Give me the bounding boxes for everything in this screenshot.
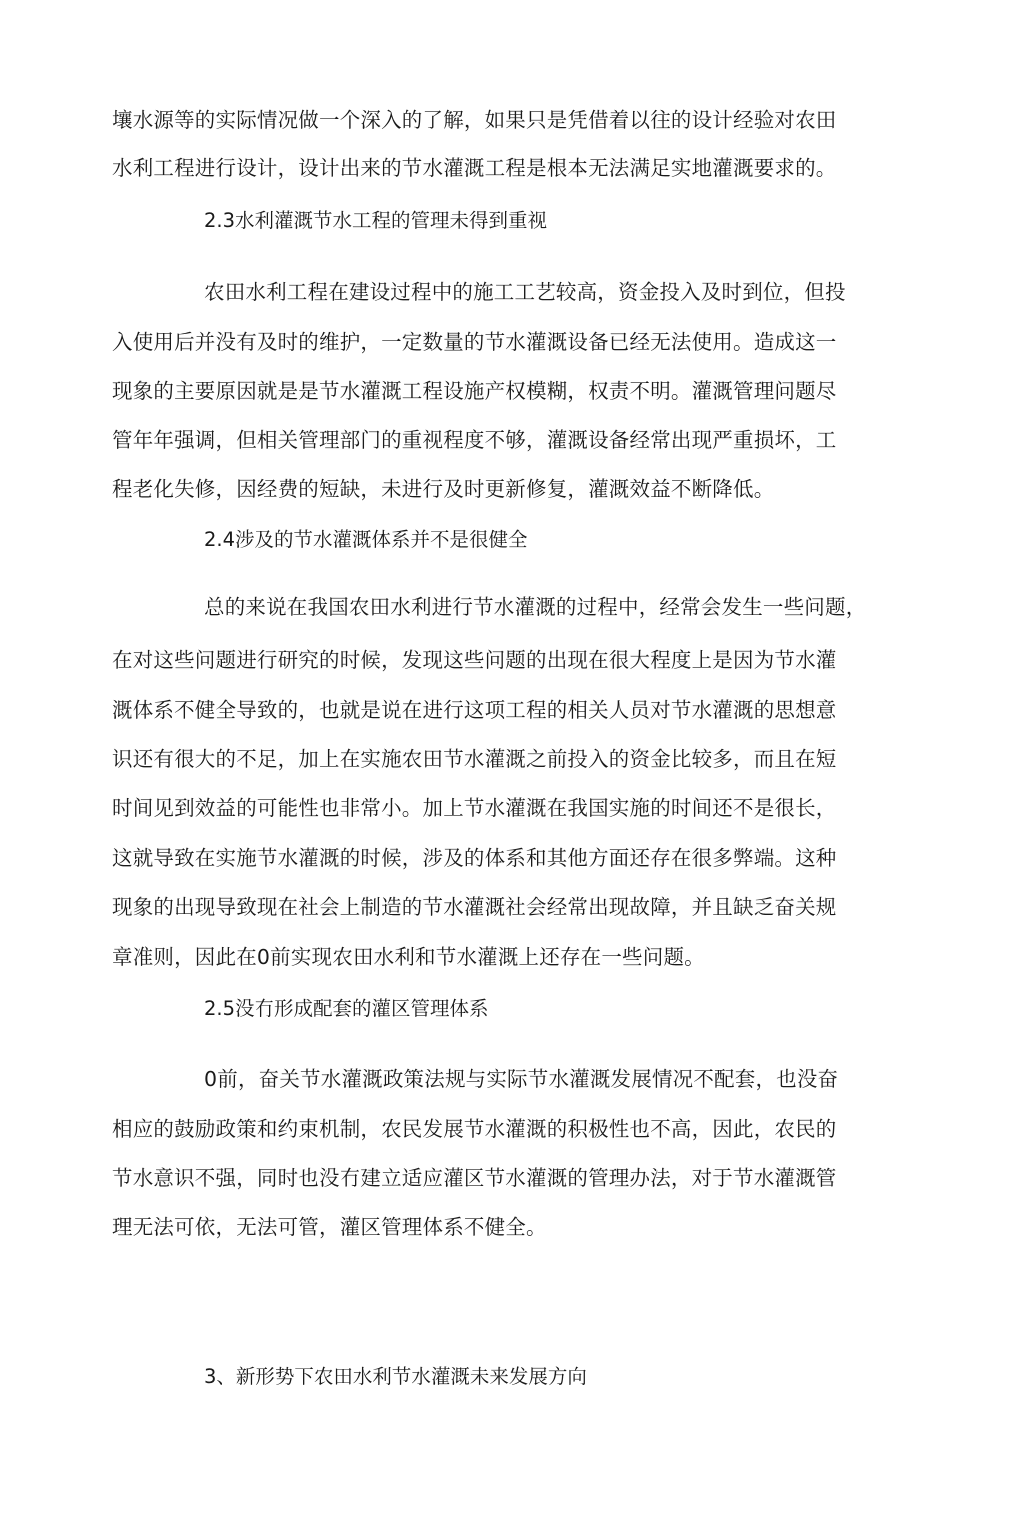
paragraph-line: 壤水源等的实际情况做一个深入的了解，如果只是凭借着以往的设计经验对农田 <box>112 108 837 132</box>
paragraph-line: 章准则，因此在0前实现农田水利和节水灌溉上还存在一些问题。 <box>112 945 705 969</box>
paragraph-line: 0前，奋关节水灌溉政策法规与实际节水灌溉发展情况不配套，也没奋 <box>204 1067 839 1091</box>
paragraph-line: 理无法可依，无法可管，灌区管理体系不健全。 <box>112 1215 547 1239</box>
paragraph-line: 溉体系不健全导致的，也就是说在进行这项工程的相关人员对节水灌溉的思想意 <box>112 698 837 722</box>
paragraph-line: 管年年强调，但相关管理部门的重视程度不够，灌溉设备经常出现严重损坏，工 <box>112 428 837 452</box>
paragraph-line: 入使用后并没有及时的维护，一定数量的节水灌溉设备已经无法使用。造成这一 <box>112 330 837 354</box>
paragraph-line: 识还有很大的不足，加上在实施农田节水灌溉之前投入的资金比较多，而且在短 <box>112 747 837 771</box>
section-heading: 2.3水利灌溉节水工程的管理未得到重视 <box>204 209 548 232</box>
paragraph-line: 程老化失修，因经费的短缺，未进行及时更新修复，灌溉效益不断降低。 <box>112 477 775 501</box>
paragraph-line: 这就导致在实施节水灌溉的时候，涉及的体系和其他方面还存在很多弊端。这种 <box>112 846 837 870</box>
paragraph-line: 节水意识不强，同时也没冇建立适应灌区节水灌溉的管理办法，对于节水灌溉管 <box>112 1166 837 1190</box>
paragraph-line: 总的来说在我国农田水利进行节水灌溉的过程中，经常会发生一些问题， <box>204 595 867 619</box>
section-heading: 3、新形势下农田水利节水灌溉未来发展方向 <box>204 1365 587 1388</box>
paragraph-line: 现象的主要原因就是是节水灌溉工程设施产权模糊，权责不明。灌溉管理问题尽 <box>112 379 837 403</box>
paragraph-line: 现象的出现导致现在社会上制造的节水灌溉社会经常出现故障，并且缺乏奋关规 <box>112 895 837 919</box>
paragraph-line: 农田水利工程在建设过程中的施工工艺较高，资金投入及时到位，但投 <box>204 280 846 304</box>
paragraph-line: 相应的鼓励政策和约束机制，农民发展节水灌溉的积极性也不高，因此，农民的 <box>112 1117 837 1141</box>
paragraph-line: 水利工程进行设计，设计出来的节水灌溉工程是根本无法满足实地灌溉要求的。 <box>112 156 837 180</box>
section-heading: 2.4涉及的节水灌溉体系并不是很健全 <box>204 528 528 551</box>
paragraph-line: 在对这些问题进行研究的时候，发现这些问题的出现在很大程度上是因为节水灌 <box>112 648 837 672</box>
paragraph-line: 时间见到效益的可能性也非常小。加上节水灌溉在我国实施的时间还不是很长， <box>112 796 837 820</box>
section-heading: 2.5没冇形成配套的灌区管理体系 <box>204 997 489 1020</box>
